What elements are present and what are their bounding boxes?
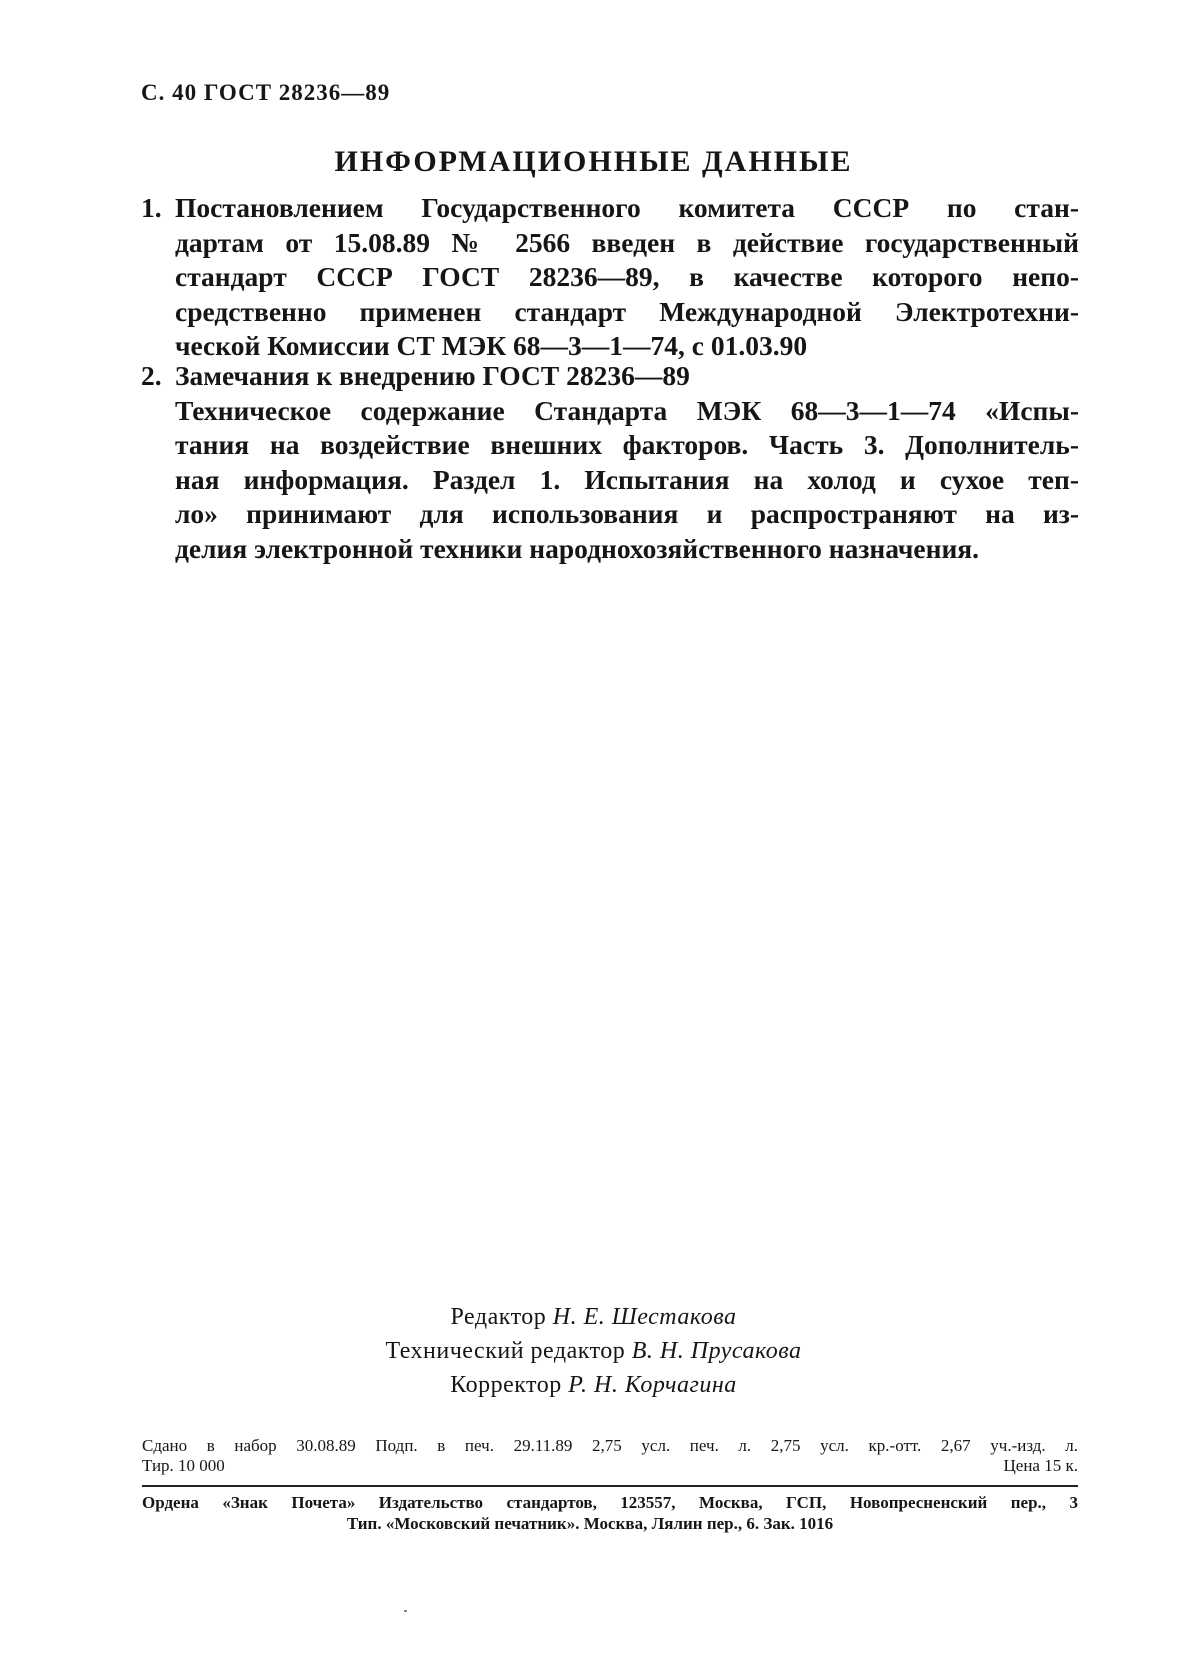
price: Цена 15 к. — [1003, 1456, 1078, 1475]
item-line: дартам от 15.08.89 № 2566 введен в действие государственный — [175, 226, 1079, 258]
print-run: Тир. 10 000 — [142, 1456, 225, 1475]
credit-editor — [0, 1300, 1187, 1334]
credit-role: Корректор — [450, 1372, 562, 1398]
publisher-line: Ордена «Знак Почета» Издательство стандартов, 123557, Москва, ГСП, Новопресненский пер., 3 — [142, 1493, 1078, 1512]
publisher-block — [142, 1492, 1078, 1534]
imprint-line: Сдано в набор 30.08.89 Подп. в печ. 29.11.89 2,75 усл. печ. л. 2,75 усл. кр.-отт. 2,67 уч.-изд. л. — [142, 1436, 1078, 1455]
item-line: стандарт СССР ГОСТ 28236—89, в качестве которого непо- — [175, 261, 1079, 292]
info-item-2 — [141, 359, 1079, 566]
item-number: 1. — [141, 192, 162, 223]
credit-tech-editor — [0, 1334, 1187, 1368]
info-item-1 — [141, 191, 1079, 364]
item-line: 1. Постановлением Государственного комитета СССР по стан- — [141, 191, 1079, 226]
item-line: тания на воздействие внешних факторов. Часть 3. Дополнитель- — [175, 429, 1079, 460]
item-number: 2. — [141, 360, 162, 391]
credit-role: Технический редактор — [385, 1338, 626, 1364]
item-line: ло» принимают для использования и распространяют на из- — [175, 498, 1079, 529]
item-line: ная информация. Раздел 1. Испытания на холод и сухое теп- — [175, 463, 1079, 495]
item-line: делия электронной техники народнохозяйственного назначения. — [175, 532, 980, 564]
section-title: ИНФОРМАЦИОННЫЕ ДАННЫЕ — [334, 145, 853, 178]
credit-name: Н. Е. Шестакова — [552, 1304, 737, 1330]
printer-line: Тип. «Московский печатник». Москва, Лялин пер., 6. Зак. 1016 — [346, 1514, 834, 1533]
credit-name: В. Н. Прусакова — [631, 1338, 802, 1364]
imprint-line — [142, 1456, 1078, 1476]
imprint-block — [142, 1436, 1078, 1476]
item-line: 2. Замечания к внедрению ГОСТ 28236—89 — [141, 359, 1079, 394]
credits-block — [0, 1300, 1187, 1402]
item-line: ческой Комиссии СТ МЭК 68—3—1—74, с 01.03.90 — [175, 330, 808, 361]
item-line: средственно применен стандарт Международной Электротехни- — [175, 295, 1079, 327]
credit-role: Редактор — [450, 1304, 547, 1330]
credit-name: Р. Н. Корчагина — [568, 1372, 737, 1398]
divider — [142, 1485, 1078, 1487]
credit-proofreader — [0, 1368, 1187, 1402]
item-line: Техническое содержание Стандарта МЭК 68—3—1—74 «Испы- — [175, 394, 1079, 426]
page-header: С. 40 ГОСТ 28236—89 — [141, 80, 391, 105]
scan-speck — [404, 1610, 407, 1612]
